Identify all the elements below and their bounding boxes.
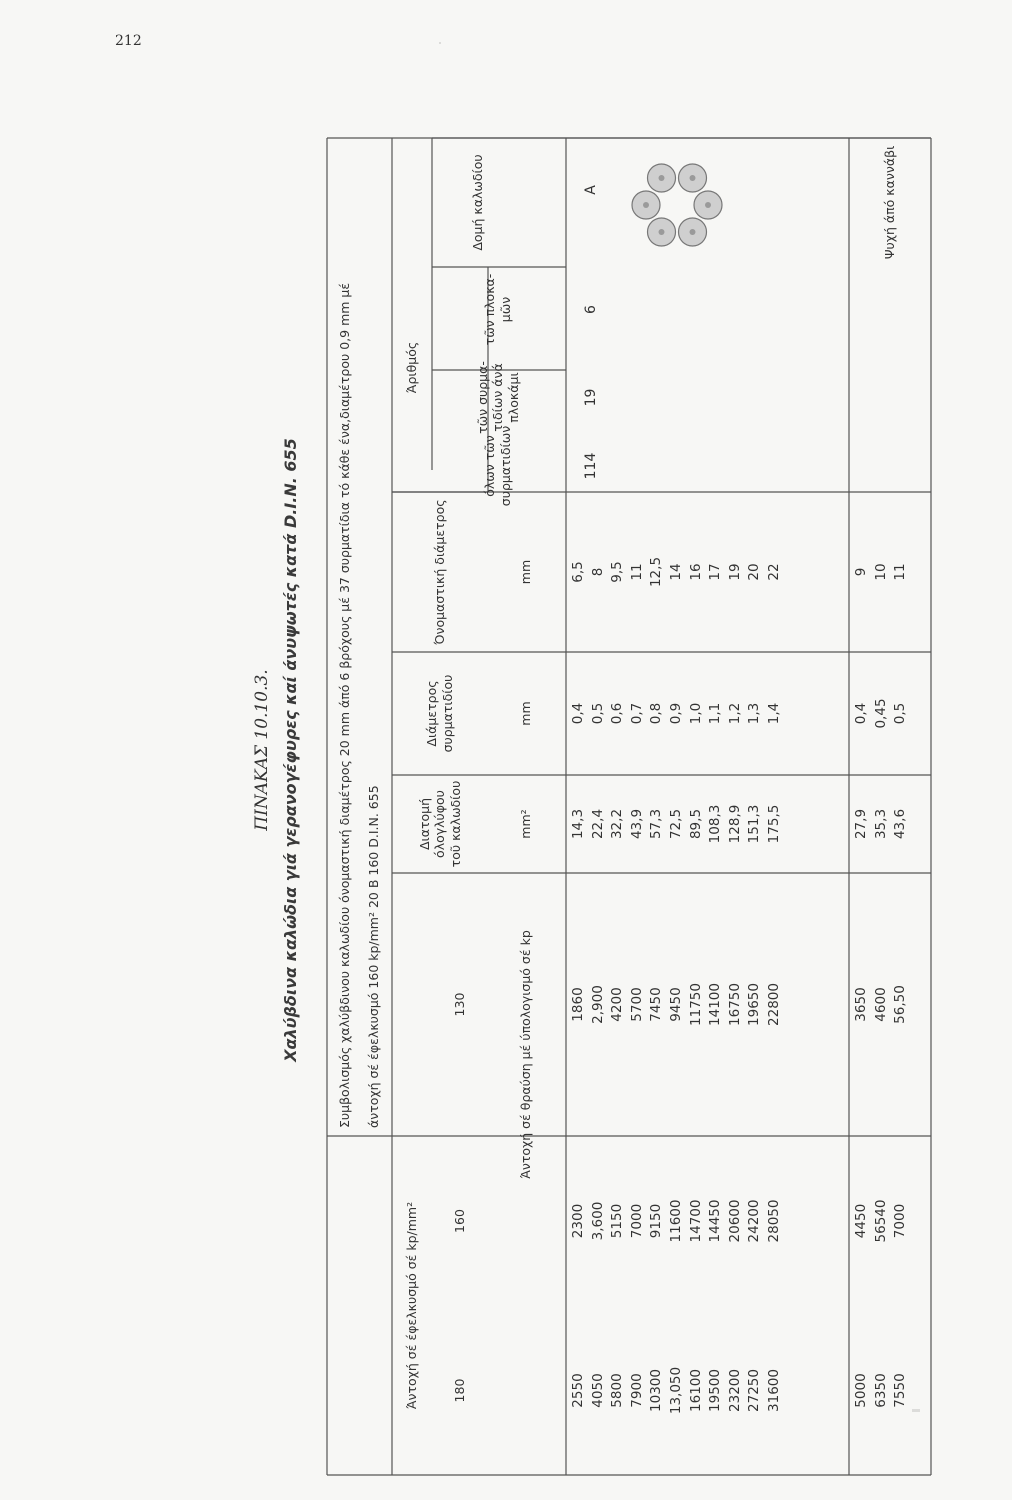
break-180-a: [569, 1306, 785, 1475]
rope-cross-section-icon: [627, 155, 727, 255]
table-cell: 5800: [609, 1373, 626, 1408]
table-cell: 128,9: [726, 804, 743, 844]
table-cell: 89,5: [687, 808, 704, 840]
table-cell: 19650: [746, 983, 763, 1026]
table-cell: 22,4: [589, 808, 606, 840]
table-cell: 23200: [726, 1369, 743, 1412]
header-grade-180: 180: [452, 1378, 468, 1403]
table-cell: 1860: [570, 987, 586, 1022]
table-cell: 108,3: [707, 804, 724, 844]
table-cell: 11: [628, 563, 645, 581]
table-cell: 14700: [687, 1199, 704, 1243]
table-cell: 31600: [765, 1369, 782, 1412]
table-cell: 0,4: [570, 702, 586, 725]
unit-mm2: mm²: [518, 809, 534, 839]
table-cell: 11750: [687, 983, 704, 1026]
table-cell: 27250: [746, 1369, 763, 1412]
group-a-wires-per-strand: 19: [583, 388, 600, 407]
cross-section-a: [569, 775, 785, 873]
table-cell: 6,5: [570, 561, 586, 583]
table-cell: 6350: [872, 1373, 889, 1408]
table-cell: 1,0: [687, 702, 704, 725]
table-cell: 5150: [609, 1203, 626, 1239]
table-cell: 11: [892, 563, 909, 581]
table-cell: 4200: [609, 987, 626, 1022]
break-180-b: [852, 1306, 911, 1475]
header-count-wires: τῶν συρμα-τιδίων άνά πλοκάμι: [474, 361, 521, 434]
table-cell: 7000: [628, 1203, 645, 1239]
table-cell: 1,1: [707, 702, 724, 725]
table-cell: 10300: [648, 1369, 665, 1412]
nominal-diameter-a: [569, 492, 785, 652]
table-cell: 17: [707, 563, 724, 581]
table-cell: 72,5: [667, 808, 684, 840]
unit-mm-nominal: mm: [518, 559, 534, 585]
header-wire-diameter: Διάμετρος συρματιδίου: [424, 674, 455, 753]
table-cell: 1,3: [746, 702, 763, 725]
table-description-1: Συμβολισμός χαλύβδινου καλωδίου όνομαστική διαμέτρος 20 mm άπό 6 βρόχους μέ 37 συρματίδια τό κάθε ένα,διαμέτρου 0,9 mm μέ: [337, 282, 353, 1128]
table-cell: 32,2: [609, 808, 626, 840]
header-tensile: Άντοχή σέ έφελκυσμό σέ kp/mm²: [404, 1201, 420, 1410]
table-title: Χαλύβδινα καλώδια γιά γερανογέφυρες καί άνυψωτές κατά D.I.N. 655: [281, 438, 300, 1062]
table-cell: 7000: [892, 1203, 909, 1239]
header-count: Άριθμός: [404, 341, 420, 394]
break-160-b: [852, 1136, 911, 1306]
wire-diameter-a: [569, 652, 785, 775]
table-cell: 20600: [726, 1199, 743, 1243]
table-cell: 20: [746, 563, 763, 581]
table-cell: 9450: [667, 987, 684, 1022]
table-cell: 7900: [628, 1373, 645, 1408]
table-cell: 0,9: [667, 702, 684, 725]
table-cell: 4450: [853, 1203, 869, 1239]
table-cell: 3650: [853, 987, 869, 1022]
table-cell: 19500: [707, 1369, 724, 1412]
table-cell: 1,2: [726, 702, 743, 725]
table-cell: 56540: [872, 1199, 889, 1243]
table-cell: 4050: [589, 1373, 606, 1408]
table-cell: 2300: [570, 1203, 586, 1239]
table-cell: 175,5: [765, 804, 782, 844]
table-cell: 2,900: [589, 985, 606, 1024]
table-cell: 27,9: [853, 808, 869, 840]
table-cell: 12,5: [648, 556, 665, 588]
table-cell: 14: [667, 563, 684, 581]
break-130-a: [569, 873, 785, 1136]
table-cell: 13,050: [667, 1366, 684, 1415]
header-cross-section: Διατομή όλογλύφου τοῦ καλωδίου: [416, 780, 463, 868]
table-cell: 16750: [726, 983, 743, 1026]
header-grade-130: 130: [452, 992, 468, 1017]
group-a-strands: 6: [583, 305, 600, 314]
table-cell: 28050: [765, 1199, 782, 1243]
table-cell: 0,6: [609, 702, 626, 725]
table-description-2: άντοχή σέ έφελκυσμό 160 kp/mm² 20 B 160 D.I.N. 655: [366, 785, 382, 1128]
nominal-diameter-b: [852, 492, 911, 652]
table-cell: 7550: [892, 1373, 909, 1408]
table-cell: 0,5: [892, 702, 909, 725]
table-cell: 0,7: [628, 702, 645, 725]
table-cell: 16: [687, 563, 704, 581]
cross-section-b: [852, 775, 911, 873]
table-cell: 14100: [707, 983, 724, 1026]
header-nominal-diameter: Όνομαστική διάμετρος: [432, 499, 448, 645]
break-130-b: [852, 873, 911, 1136]
wire-diameter-b: [852, 652, 911, 775]
table-cell: 35,3: [872, 808, 889, 840]
table-cell: 14450: [707, 1199, 724, 1243]
table-cell: 8: [589, 567, 606, 577]
table-cell: 5700: [628, 987, 645, 1022]
table-cell: 7450: [648, 987, 665, 1022]
table-cell: 3,600: [589, 1201, 606, 1241]
table-cell: 0,4: [853, 702, 869, 725]
table-cell: 22800: [765, 983, 782, 1026]
table-cell: 43,9: [628, 808, 645, 840]
header-count-total: όλων τῶν συρματιδίων: [482, 425, 513, 507]
table-cell: 151,3: [746, 804, 763, 844]
table-cell: 14,3: [570, 808, 586, 840]
table-cell: 0,8: [648, 702, 665, 725]
table-cell: 9: [853, 567, 869, 577]
table-cell: 56,50: [892, 985, 909, 1024]
table-cell: 2550: [570, 1373, 586, 1408]
header-structure: Δομή καλωδίου: [470, 154, 486, 251]
table-cell: 5000: [853, 1373, 869, 1408]
table-cell: 1,4: [765, 702, 782, 725]
table-cell: 19: [726, 563, 743, 581]
table-cell: 11600: [667, 1199, 684, 1243]
table-cell: 16100: [687, 1369, 704, 1412]
table-cell: 0,45: [872, 698, 889, 729]
page-number: 212: [115, 33, 142, 49]
table-cell: 43,6: [892, 808, 909, 840]
break-160-a: [569, 1136, 785, 1306]
table-cell: 9,5: [609, 561, 626, 583]
table-cell: 9150: [648, 1203, 665, 1239]
unit-mm-wire: mm: [518, 701, 534, 726]
table-cell: 57,3: [648, 808, 665, 840]
group-a-label: A: [583, 185, 600, 195]
table-number: ΠΙΝΑΚΑΣ 10.10.3.: [252, 669, 272, 831]
table-cell: 0,5: [589, 702, 606, 725]
table-cell: 22: [765, 563, 782, 581]
header-breaking: Άντοχή σέ θραύση μέ ύπολογισμό σέ kp: [518, 930, 534, 1179]
table-cell: 24200: [746, 1199, 763, 1243]
table-cell: 10: [872, 563, 889, 581]
group-a-total-wires: 114: [583, 452, 600, 480]
header-count-strands: τῶν πλοκα-μῶν: [482, 273, 513, 346]
header-grade-160: 160: [452, 1209, 468, 1233]
group-b-label: Ψυχή άπό καννάβι: [882, 145, 898, 260]
table-cell: 4600: [872, 987, 889, 1022]
